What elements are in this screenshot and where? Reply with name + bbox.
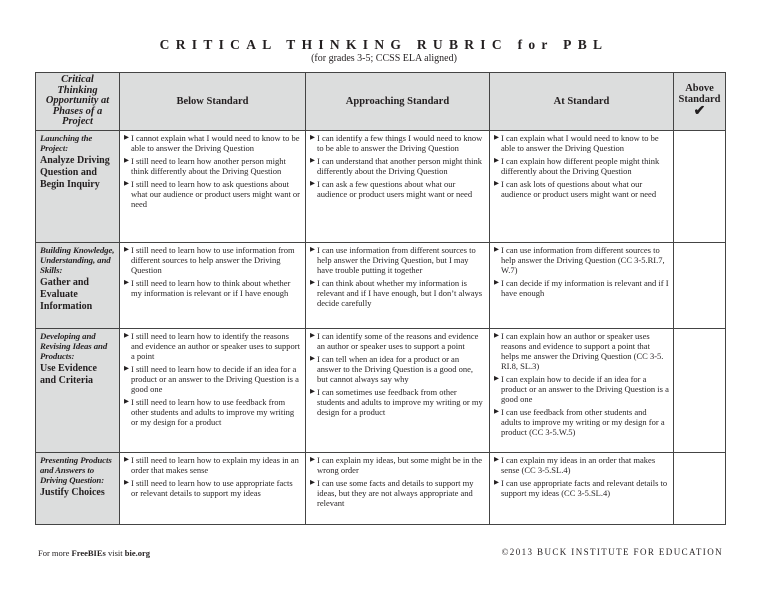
criterion-text: I can use feedback from other students and adults to improve my writing or my design for a product (CC 3-5.W.5) [501, 406, 665, 437]
criterion-text: I can explain my ideas, but some might be in the wrong order [317, 454, 483, 475]
footer-site-link[interactable]: bie.org [124, 548, 151, 558]
criterion-item [310, 331, 485, 351]
bullet-arrow-icon: ▶ [310, 478, 315, 486]
criterion-text: I can identify a few things I would need to know to be able to answer the Driving Question [317, 132, 483, 153]
bullet-arrow-icon: ▶ [310, 387, 315, 395]
approaching-standard-cell [306, 452, 490, 524]
at-standard-cell [490, 452, 674, 524]
criterion-item [310, 179, 485, 199]
criterion-item [494, 407, 669, 437]
criterion-text: I can understand that another person might think differently about the Driving Question [317, 155, 482, 176]
criterion-item [494, 374, 669, 404]
criterion-item [494, 478, 669, 498]
phase-label: Building Knowledge, Understanding, and Skills: [40, 244, 115, 275]
criterion-text: I still need to learn how to use information from different sources to help answer the Driving Question [131, 244, 295, 275]
phase-cell [36, 452, 120, 524]
bullet-arrow-icon: ▶ [310, 331, 315, 339]
at-standard-cell [490, 242, 674, 328]
at-standard-header: At Standard [490, 73, 674, 131]
footer-prefix: For more [38, 548, 70, 558]
criterion-text: I still need to learn how to think about whether my information is relevant or if I have enough [131, 277, 291, 298]
above-standard-cell [674, 328, 726, 452]
criterion-item [310, 478, 485, 508]
criterion-item [310, 455, 485, 475]
criterion-item [124, 455, 301, 475]
criterion-text: I still need to learn how to explain my ideas in an order that makes sense [131, 454, 299, 475]
phase-cell [36, 328, 120, 452]
criterion-text: I can use some facts and details to support my ideas, but they are not always appropriate and relevant [317, 477, 474, 508]
footer-copyright: ©2013 BUCK INSTITUTE FOR EDUCATION [501, 547, 723, 557]
criterion-item [124, 397, 301, 427]
criterion-text: I still need to learn how another person might think differently about the Driving Question [131, 155, 286, 176]
criterion-item [124, 364, 301, 394]
below-standard-cell [120, 452, 306, 524]
criterion-item [494, 455, 669, 475]
bullet-arrow-icon: ▶ [310, 133, 315, 141]
above-standard-cell [674, 130, 726, 242]
bullet-arrow-icon: ▶ [310, 245, 315, 253]
bullet-arrow-icon: ▶ [494, 374, 499, 382]
bullet-arrow-icon: ▶ [124, 331, 129, 339]
criterion-text: I can tell when an idea for a product or an answer to the Driving Question is a good one, but cannot always say why [317, 353, 474, 384]
approaching-standard-header: Approaching Standard [306, 73, 490, 131]
criterion-text: I still need to learn how to decide if an idea for a product or an answer to the Driving Question is a good one [131, 363, 299, 394]
criterion-text: I can explain how an author or speaker uses reasons and evidence to support a point that helps me answer the Driving Question (CC 3-5. RI.8, SL.3) [501, 330, 664, 371]
criterion-item [310, 354, 485, 384]
at-standard-cell [490, 130, 674, 242]
bullet-arrow-icon: ▶ [124, 179, 129, 187]
bullet-arrow-icon: ▶ [494, 156, 499, 164]
below-standard-cell [120, 130, 306, 242]
footer-freebies [38, 548, 150, 558]
bullet-arrow-icon: ▶ [494, 245, 499, 253]
criterion-text: I can explain my ideas in an order that makes sense (CC 3-5.SL.4) [501, 454, 656, 475]
criterion-text: I can ask lots of questions about what our audience or product users might want or need [501, 178, 657, 199]
phase-cell [36, 242, 120, 328]
criterion-text: I can decide if my information is relevant and if I have enough [501, 277, 669, 298]
criterion-item [494, 278, 669, 298]
criterion-item [310, 245, 485, 275]
bullet-arrow-icon: ▶ [124, 397, 129, 405]
criterion-text: I can use information from different sources to help answer the Driving Question (CC 3-5.RI.7, W.7) [501, 244, 665, 275]
bullet-arrow-icon: ▶ [494, 133, 499, 141]
criterion-text: I can ask a few questions about what our audience or product users might want or need [317, 178, 473, 199]
criterion-item [494, 133, 669, 153]
phase-name: Use Evidence and Criteria [40, 362, 97, 386]
bullet-arrow-icon: ▶ [494, 331, 499, 339]
criterion-text: I still need to learn how to use appropriate facts or relevant details to support my ideas [131, 477, 293, 498]
criterion-item [124, 133, 301, 153]
bullet-arrow-icon: ▶ [310, 156, 315, 164]
criterion-text: I can use appropriate facts and relevant details to support my ideas (CC 3-5.SL.4) [501, 477, 668, 498]
criterion-text: I still need to learn how to identify the reasons and evidence an author or speaker uses to support a point [131, 330, 300, 361]
criterion-text: I can think about whether my information is relevant and if I have enough, but I don’t always decide carefully [317, 277, 483, 308]
bullet-arrow-icon: ▶ [310, 278, 315, 286]
bullet-arrow-icon: ▶ [494, 455, 499, 463]
header-row [36, 73, 726, 131]
at-standard-cell [490, 328, 674, 452]
criterion-item [494, 156, 669, 176]
criterion-item [124, 331, 301, 361]
below-standard-cell [120, 242, 306, 328]
corner-header: Critical Thinking Opportunity at Phases of a Project [36, 73, 120, 131]
page-title: CRITICAL THINKING RUBRIC for PBL [159, 37, 609, 52]
criterion-item [310, 133, 485, 153]
bullet-arrow-icon: ▶ [494, 278, 499, 286]
criterion-item [310, 278, 485, 308]
rubric-table [35, 72, 726, 525]
above-standard-cell [674, 242, 726, 328]
criterion-item [124, 179, 301, 209]
criterion-text: I can identify some of the reasons and evidence an author or speaker uses to support a point [317, 330, 479, 351]
bullet-arrow-icon: ▶ [124, 156, 129, 164]
footer-freebies-label: FreeBIEs [71, 548, 106, 558]
bullet-arrow-icon: ▶ [124, 455, 129, 463]
page-subtitle: (for grades 3-5; CCSS ELA aligned) [311, 53, 457, 64]
approaching-standard-cell [306, 328, 490, 452]
rubric-row [36, 328, 726, 452]
criterion-item [124, 156, 301, 176]
criterion-text: I can explain how to decide if an idea for a product or an answer to the Driving Question is a good one [501, 373, 669, 404]
phase-name: Analyze Driving Question and Begin Inquiry [40, 154, 110, 190]
phase-name: Justify Choices [40, 486, 105, 498]
phase-label: Presenting Products and Answers to Driving Question: [40, 454, 112, 485]
criterion-text: I can explain how different people might think differently about the Driving Question [501, 155, 660, 176]
criterion-text: I can use information from different sources to help answer the Driving Question, but I may have trouble putting it together [317, 244, 476, 275]
rubric-row [36, 452, 726, 524]
bullet-arrow-icon: ▶ [124, 364, 129, 372]
criterion-item [494, 245, 669, 275]
criterion-text: I still need to learn how to use feedback from other students and adults to improve my writing or my design for a product [131, 396, 295, 427]
phase-label: Launching the Project: [40, 132, 93, 153]
bullet-arrow-icon: ▶ [494, 478, 499, 486]
bullet-arrow-icon: ▶ [494, 179, 499, 187]
bullet-arrow-icon: ▶ [124, 478, 129, 486]
bullet-arrow-icon: ▶ [124, 133, 129, 141]
approaching-standard-cell [306, 242, 490, 328]
criterion-item [494, 331, 669, 371]
checkmark-icon: ✔ [693, 104, 706, 120]
criterion-text: I can sometimes use feedback from other students and adults to improve my writing or my design for a product [317, 386, 483, 417]
rubric-row [36, 242, 726, 328]
criterion-text: I cannot explain what I would need to know to be able to answer the Driving Question [131, 132, 300, 153]
bullet-arrow-icon: ▶ [124, 245, 129, 253]
below-standard-header: Below Standard [120, 73, 306, 131]
criterion-item [310, 387, 485, 417]
criterion-text: I can explain what I would need to know to be able to answer the Driving Question [501, 132, 659, 153]
rubric-row [36, 130, 726, 242]
footer-visit: visit [107, 548, 123, 558]
criterion-item [310, 156, 485, 176]
criterion-item [124, 478, 301, 498]
phase-label: Developing and Revising Ideas and Products: [40, 330, 108, 361]
bullet-arrow-icon: ▶ [124, 278, 129, 286]
phase-cell [36, 130, 120, 242]
bullet-arrow-icon: ▶ [310, 179, 315, 187]
phase-name: Gather and Evaluate Information [40, 276, 93, 312]
approaching-standard-cell [306, 130, 490, 242]
criterion-item [124, 245, 301, 275]
criterion-item [124, 278, 301, 298]
bullet-arrow-icon: ▶ [310, 455, 315, 463]
above-standard-header [674, 73, 726, 131]
below-standard-cell [120, 328, 306, 452]
criterion-text: I still need to learn how to ask questions about what our audience or product users might want or need [131, 178, 301, 209]
bullet-arrow-icon: ▶ [310, 354, 315, 362]
criterion-item [494, 179, 669, 199]
above-standard-cell [674, 452, 726, 524]
above-standard-label: Above Standard [678, 83, 721, 106]
bullet-arrow-icon: ▶ [494, 407, 499, 415]
